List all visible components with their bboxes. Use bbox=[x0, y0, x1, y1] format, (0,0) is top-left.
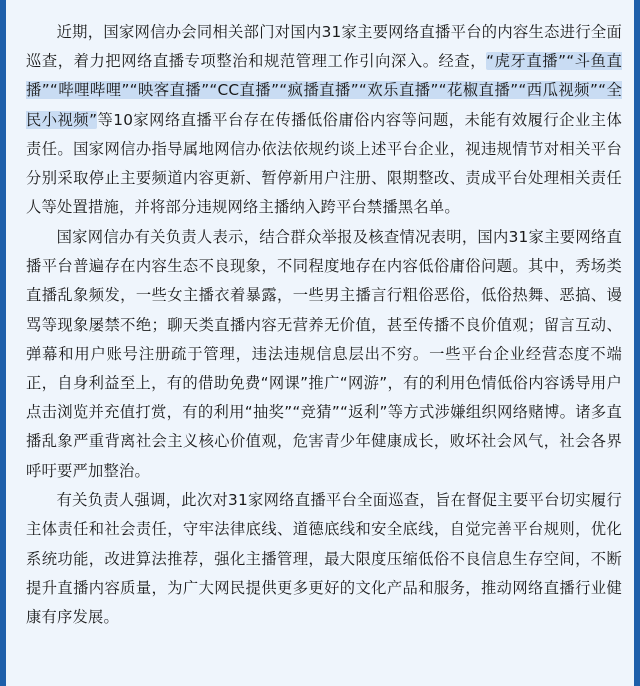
highlighted-platform-list: “虎牙直播”“斗鱼直播”“哔哩哔哩”“映客直播”“CC直播”“疯播直播”“欢乐直播”“花椒直播”“西瓜视频”“全民小视频” bbox=[26, 52, 622, 129]
paragraph-1 bbox=[26, 18, 622, 222]
paragraph-1-continuation: 等10家网络直播平台存在传播低俗庸俗内容等问题，未能有效履行企业主体责任。国家网信办指导属地网信办依法依规约谈上述平台企业，视违规情节对相关平台分别采取停止主要频道内容更新、暂停新用户注册、限期整改、责成平台处理相关责任人等处置措施，并将部分违规网络主播纳入跨平台禁播黑名单。 bbox=[26, 110, 622, 217]
article-body bbox=[26, 18, 622, 633]
paragraph-2: 国家网信办有关负责人表示，结合群众举报及核查情况表明，国内31家主要网络直播平台普遍存在内容生态不良现象，不同程度地存在内容低俗庸俗问题。其中，秀场类直播乱象频发，一些女主播衣着暴露，一些男主播言行粗俗恶俗，低俗热舞、恶搞、谩骂等现象屡禁不绝；聊天类直播内容无营养无价值，甚至传播不良价值观；留言互动、弹幕和用户账号注册疏于管理，违法违规信息层出不穷。一些平台企业经营态度不端正，自身利益至上，有的借助免费“网课”推广“网游”，有的利用色情低俗内容诱导用户点击浏览并充值打赏，有的利用“抽奖”“竞猜”“返利”等方式涉嫌组织网络赌博。诸多直播乱象严重背离社会主义核心价值观，危害青少年健康成长，败坏社会风气，社会各界呼吁要严加整治。 bbox=[26, 227, 622, 480]
paragraph-1-text: 近期，国家网信办会同相关部门对国内31家主要网络直播平台的内容生态进行全面巡查，着力把网络直播专项整治和规范管理工作引向深入。经查， bbox=[26, 23, 622, 71]
paragraph-3: 有关负责人强调，此次对31家网络直播平台全面巡查，旨在督促主要平台切实履行主体责任和社会责任，守牢法律底线、道德底线和安全底线，自觉完善平台规则，优化系统功能，改进算法推荐，强化主播管理，最大限度压缩低俗不良信息生存空间，不断提升直播内容质量，为广大网民提供更多更好的文化产品和服务，推动网络直播行业健康有序发展。 bbox=[26, 491, 622, 627]
